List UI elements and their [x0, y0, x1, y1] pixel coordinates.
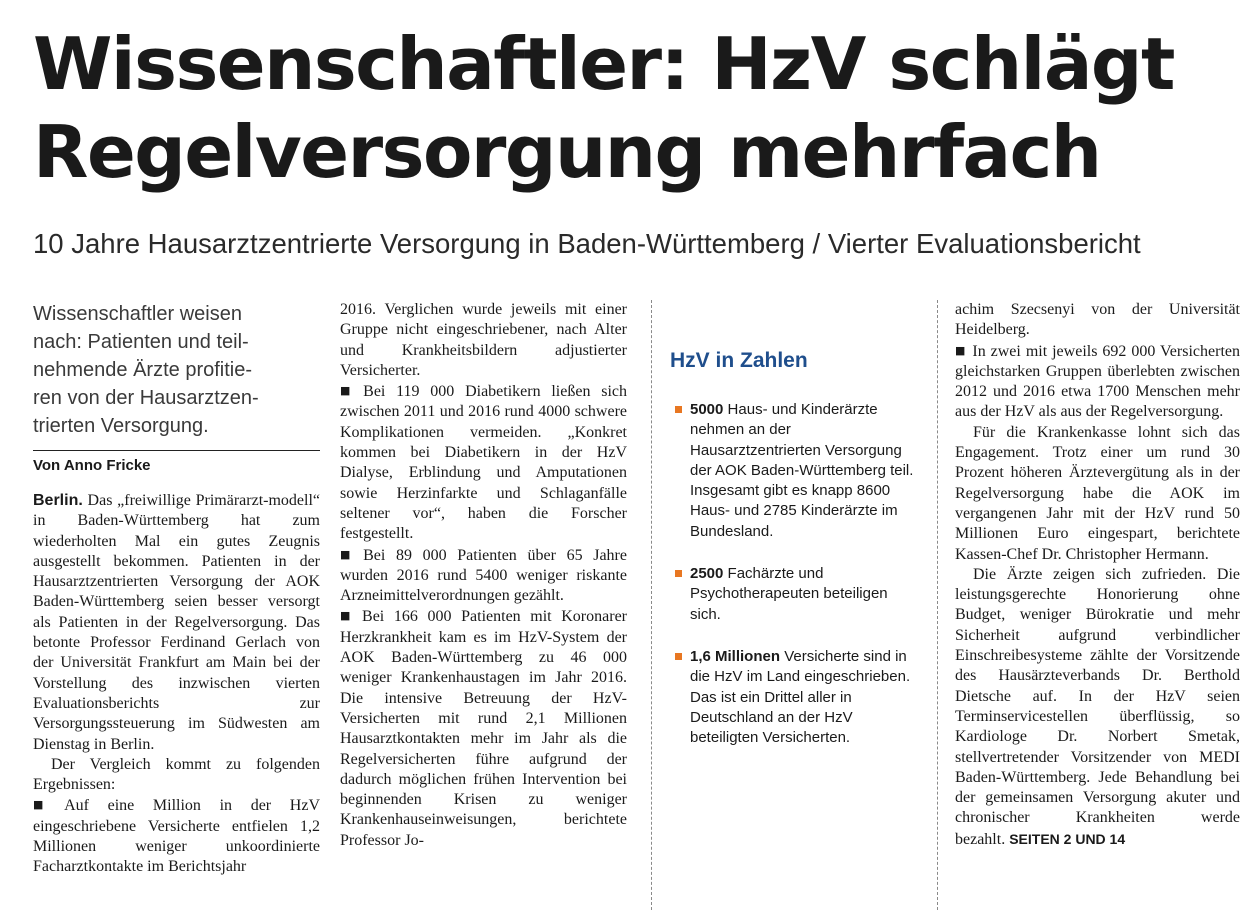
paragraph: ■ Auf eine Million in der HzV eingeschriebene Versicherte entfielen 1,2 Millionen weniger unkoordinierte Facharztkontakte im Berichtsjahr [33, 797, 320, 876]
orange-square-bullet-icon [675, 653, 682, 660]
fact-number: 5000 [690, 401, 724, 418]
fact-text: Fachärzte und Psychotherapeuten beteiligen sich. [690, 565, 888, 623]
orange-square-bullet-icon [675, 406, 682, 413]
teaser-line: ren von der Hausarztzen- [33, 387, 259, 409]
paragraph: Für die Krankenkasse lohnt sich das Engagement. Trotz einer um rund 30 Prozent höheren Ärztevergütung als in der Regelversorgung habe die AOK im vergangenen Jahr mit der HzV rund 50 Millionen Euro eingespart, berichtete Kassen-Chef Dr. Christopher Hermann. [955, 423, 1240, 563]
fact-item [670, 564, 920, 625]
square-bullet-icon: ■ [33, 798, 59, 812]
fact-item [670, 400, 920, 542]
teaser-line: nach: Patienten und teil- [33, 331, 249, 353]
byline: Von Anno Fricke [33, 457, 151, 474]
headline-line-2: Regelversorgung mehrfach [33, 110, 1101, 194]
paragraph: 2016. Verglichen wurde jeweils mit einer Gruppe nicht eingeschriebener, nach Alter und Krankheitsbildern adjustierter Versicherter. [340, 301, 627, 379]
teaser-line: Wissenschaftler weisen [33, 303, 242, 325]
subheadline: 10 Jahre Hausarztzentrierte Versorgung in Baden-Württemberg / Vierter Evaluationsbericht [33, 228, 1141, 259]
square-bullet-icon: ■ [955, 343, 967, 357]
column-divider [937, 300, 938, 910]
paragraph: ■ In zwei mit jeweils 692 000 Versicherten gleichstarken Gruppen überlebten zwischen 2012 und 2016 etwa 1700 Menschen mehr aus der HzV als aus der Regelversorgung. [955, 342, 1240, 421]
page-reference: SEITEN 2 UND 14 [1009, 830, 1126, 847]
fact-box [670, 300, 920, 770]
orange-square-bullet-icon [675, 570, 682, 577]
article-column-1 [33, 300, 320, 878]
square-bullet-icon: ■ [340, 384, 358, 398]
dateline: Berlin. [33, 492, 83, 509]
paragraph: ■ Bei 166 000 Patienten mit Koronarer Herzkrankheit kam es im HzV-System der AOK Baden-Württemberg zu 46 000 weniger Krankenhaustagen im Jahr 2016. Die intensive Betreuung der HzV-Versicherten mit rund 2,1 Millionen Hausarztkontakten mehr im Jahr als die Regelversicherten führe aufgrund der dadurch möglichen frühen Intervention bei beginnenden Krisen zu weniger Krankenhauseinweisungen, berichtete Professor Jo- [340, 608, 627, 849]
article-body [340, 300, 627, 851]
teaser-divider [33, 450, 320, 451]
square-bullet-icon: ■ [340, 547, 358, 561]
fact-number: 1,6 Millionen [690, 647, 781, 665]
fact-text: Haus- und Kinderärzte nehmen an der Hausarztzentrierten Versorgung der AOK Baden-Württemberg teil. Insgesamt gibt es knapp 8600 Haus- und 2785 Kinderärzte im Bundesland. [690, 401, 914, 540]
article-body [955, 300, 1240, 850]
paragraph: Berlin. Das „freiwillige Primärarzt-modell“ in Baden-Württemberg hat zum wiederholten Mal ein gutes Zeugnis ausgestellt bekommen. Patienten in der Hausarztzentrierten Versorgung der AOK Baden-Württemberg seien besser versorgt als Patienten in der Regelversorgung. Das betonte Professor Ferdinand Gerlach von der Universität Frankfurt am Main bei der Vorstellung des inzwischen vierten Evaluationsberichts zur Versorgungssteuerung im Südwesten am Dienstag in Berlin. [33, 492, 321, 753]
paragraph: ■ Bei 119 000 Diabetikern ließen sich zwischen 2011 und 2016 rund 4000 schwere Komplikationen vermeiden. „Konkret kommen bei Diabetikern in der HzV Dialyse, Erblindung und Amputationen sowie Herzinfarkte und Schlaganfälle seltener vor“, haben die Forscher festgestellt. [340, 383, 627, 543]
article-body [33, 491, 320, 878]
article-column-2 [340, 300, 627, 851]
teaser-line: trierten Versorgung. [33, 415, 209, 437]
teaser-line: nehmende Ärzte profitie- [33, 359, 253, 381]
headline-line-1: Wissenschaftler: HzV schlägt [33, 22, 1174, 106]
column-divider [651, 300, 652, 910]
paragraph: Der Vergleich kommt zu folgenden Ergebnissen: [33, 755, 320, 794]
article-column-4 [955, 300, 1240, 850]
headline [33, 20, 1233, 196]
fact-item [670, 647, 920, 748]
fact-box-title: HzV in Zahlen [670, 349, 808, 372]
square-bullet-icon: ■ [340, 609, 357, 623]
paragraph: ■ Bei 89 000 Patienten über 65 Jahre wurden 2016 rund 5400 weniger riskante Arzneimittelverordnungen gezählt. [340, 546, 627, 605]
teaser [33, 300, 320, 440]
fact-text: Versicherte sind in die HzV im Land eingeschrieben. Das ist ein Drittel aller in Deutschland an der HzV beteiligten Versicherten. [690, 647, 911, 747]
paragraph: achim Szecsenyi von der Universität Heidelberg. [955, 301, 1240, 339]
paragraph: Die Ärzte zeigen sich zufrieden. Die leistungsgerechte Honorierung ohne Budget, weniger Bürokratie und mehr Sicherheit aufgrund verbindlicher Einschreibesysteme zählte der Vorsitzende des Hausärzteverbands Dr. Berthold Dietsche auf. In der HzV seien Terminservicestellen überflüssig, so Kardiologe Dr. Norbert Smetak, stellvertretender Vorsitzender von MEDI Baden-Württemberg. Jede Behandlung bei der gemeinsamen Versorgung akuter und chronischer Krankheiten werde bezahlt. SEITEN 2 UND 14 [955, 565, 1240, 848]
fact-number: 2500 [690, 565, 724, 583]
